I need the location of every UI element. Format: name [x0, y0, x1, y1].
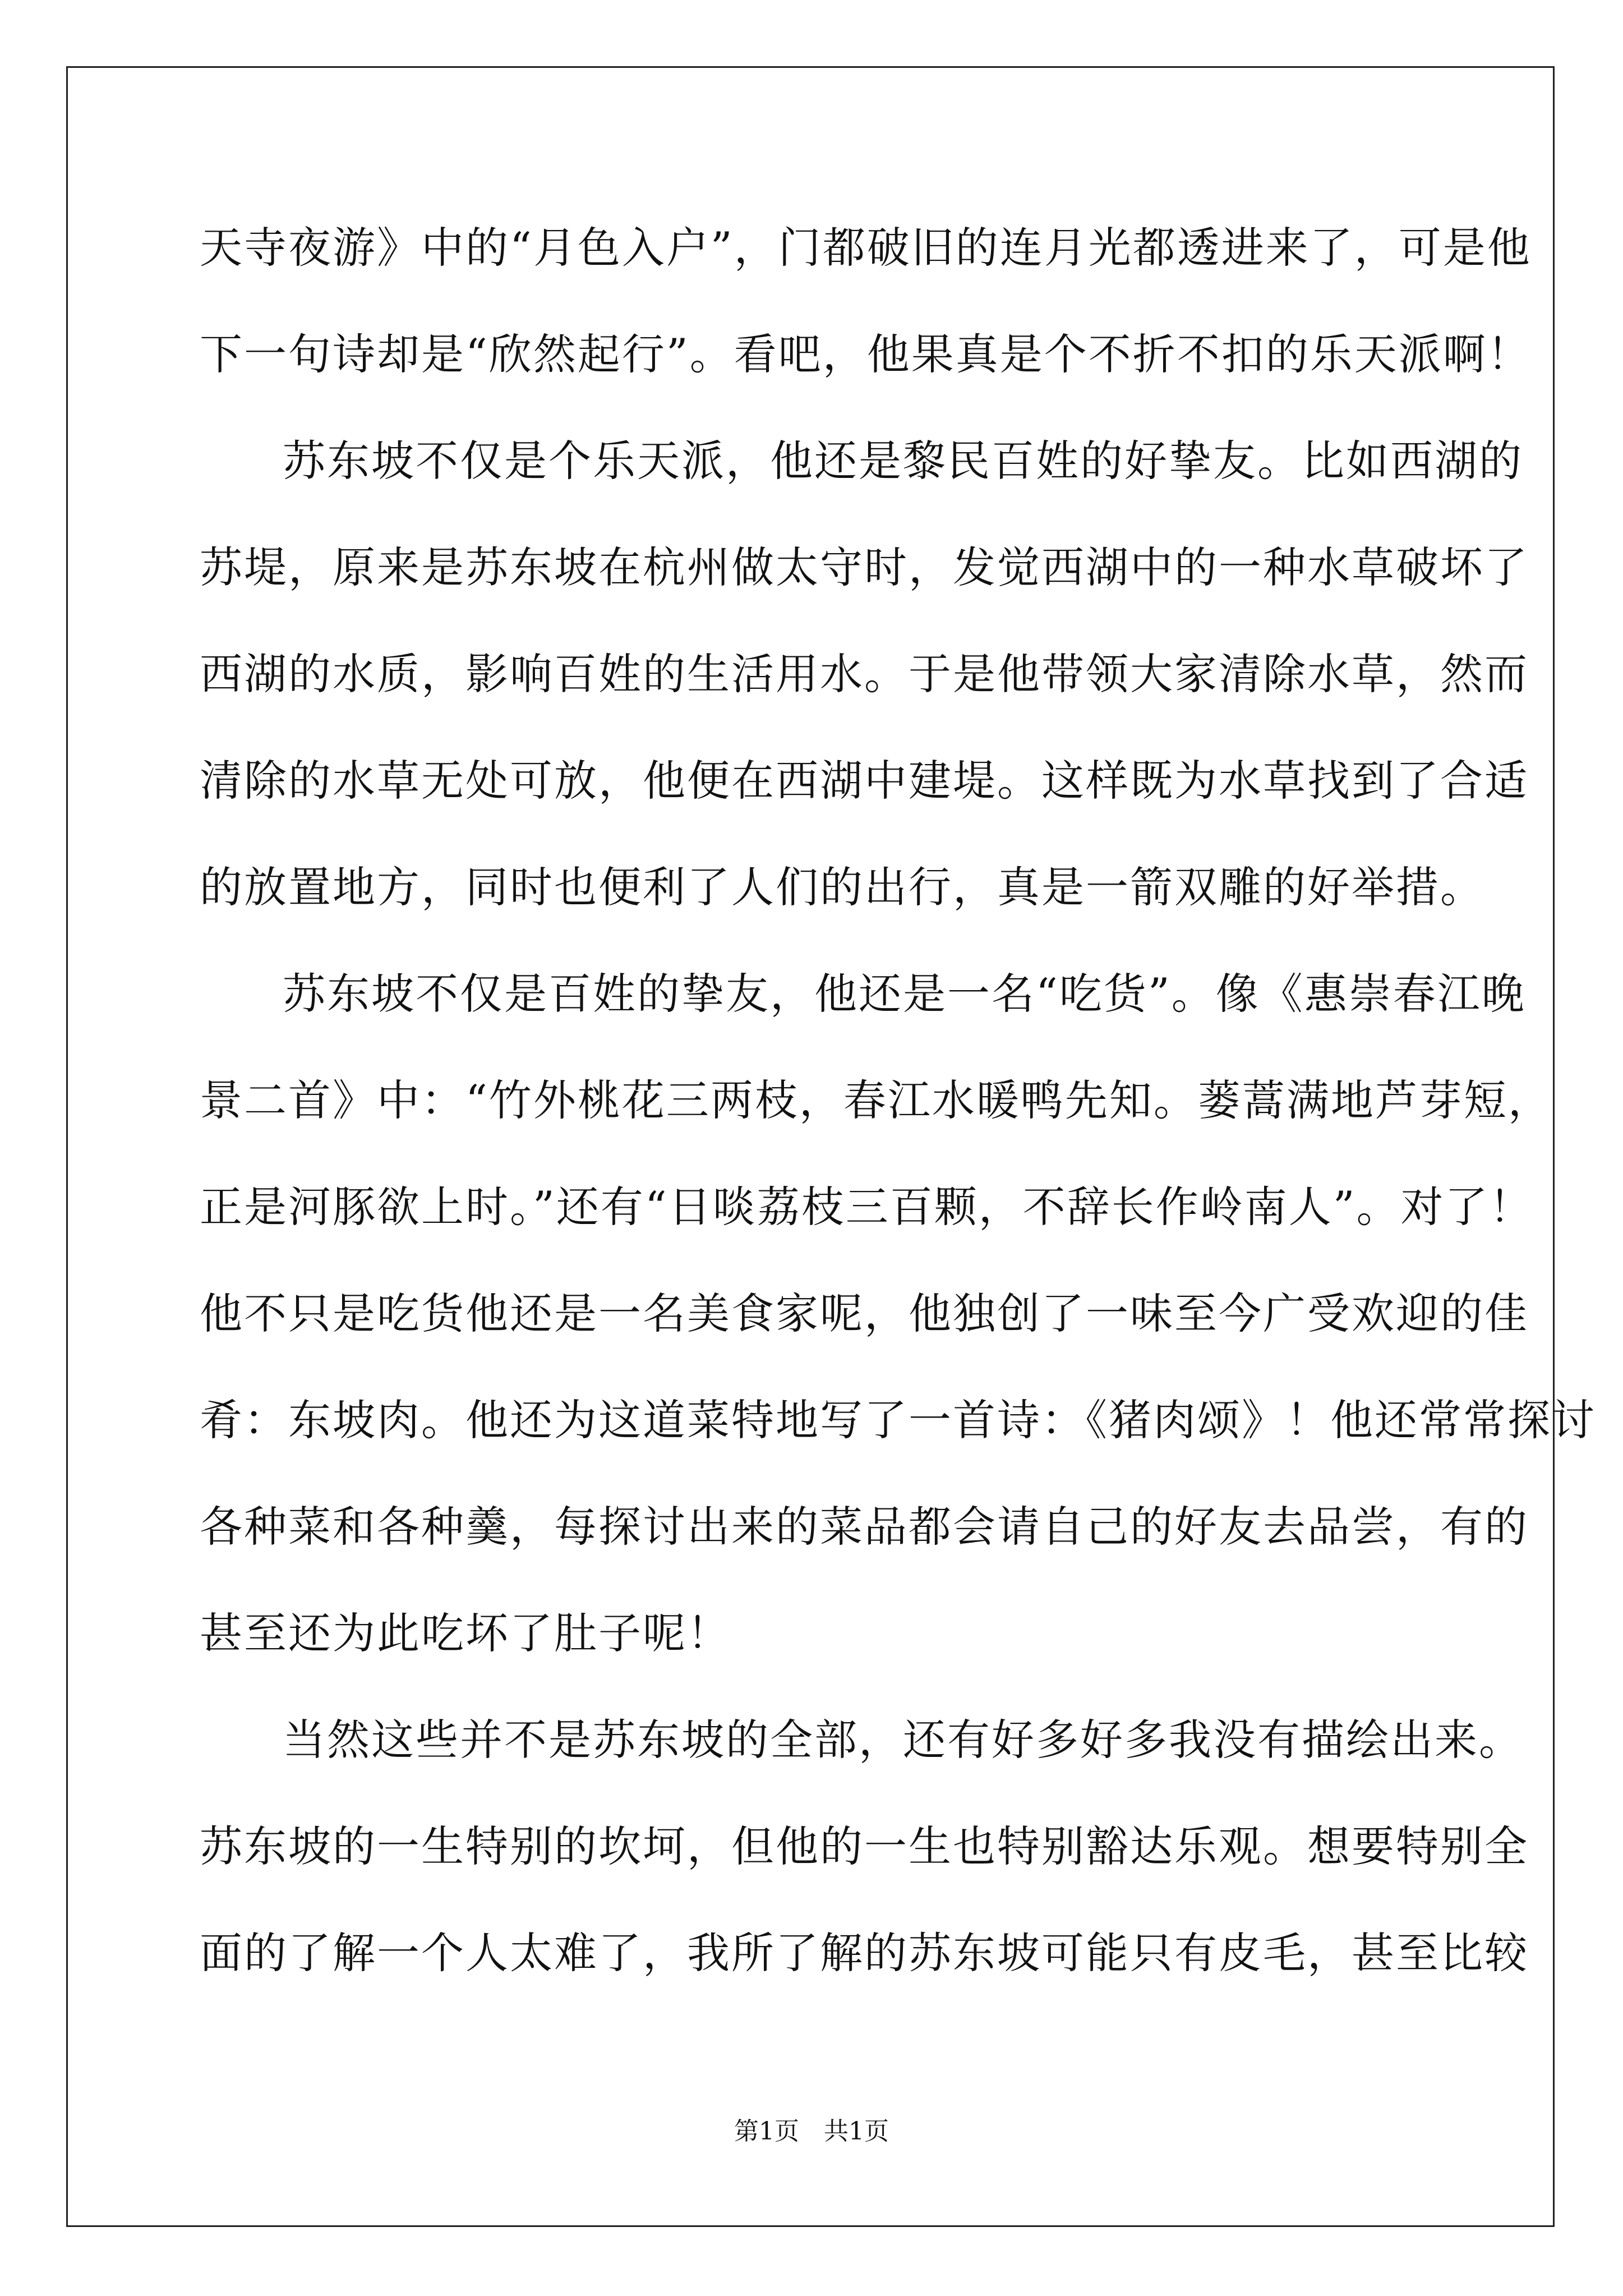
paragraph-start-line: 苏东坡不仅是个乐天派，他还是黎民百姓的好挚友。比如西湖的: [283, 436, 1523, 486]
page-frame: [66, 66, 1596, 2227]
text-line: 肴：东坡肉。他还为这道菜特地写了一首诗：《猪肉颂》！他还常常探讨: [200, 1395, 1596, 1445]
text-line: 各种菜和各种羹，每探讨出来的菜品都会请自己的好友去品尝，有的: [200, 1502, 1529, 1552]
text-line: 正是河豚欲上时。”还有“日啖荔枝三百颗，不辞长作岭南人”。对了！: [200, 1182, 1534, 1232]
text-line: 苏东坡的一生特别的坎坷，但他的一生也特别豁达乐观。想要特别全: [200, 1821, 1529, 1871]
text-line: 面的了解一个人太难了，我所了解的苏东坡可能只有皮毛，甚至比较: [200, 1928, 1529, 1978]
paragraph-start-line: 苏东坡不仅是百姓的挚友，他还是一名“吃货”。像《惠崇春江晚: [283, 969, 1526, 1019]
text-line: 天寺夜游》中的“月色入户”，门都破旧的连月光都透进来了，可是他: [200, 223, 1532, 273]
text-line: 下一句诗却是“欣然起行”。看吧，他果真是个不折不扣的乐天派啊！: [200, 329, 1532, 379]
text-line: 景二首》中：“竹外桃花三两枝，春江水暖鸭先知。蒌蒿满地芦芽短，: [200, 1075, 1552, 1125]
text-line: 他不只是吃货他还是一名美食家呢，他独创了一味至今广受欢迎的佳: [200, 1289, 1529, 1338]
page-footer: [0, 2115, 1623, 2148]
paragraph-start-line: 当然这些并不是苏东坡的全部，还有好多好多我没有描绘出来。: [283, 1715, 1523, 1765]
page-total: 共1页: [824, 2117, 889, 2146]
text-line: 清除的水草无处可放，他便在西湖中建堤。这样既为水草找到了合适: [200, 756, 1529, 806]
text-line: 甚至还为此吃坏了肚子呢！: [200, 1608, 731, 1658]
text-line: 的放置地方，同时也便利了人们的出行，真是一箭双雕的好举措。: [200, 862, 1484, 912]
text-line: 苏堤，原来是苏东坡在杭州做太守时，发觉西湖中的一种水草破坏了: [200, 542, 1529, 592]
page-number: 第1页: [734, 2117, 799, 2146]
text-line: 西湖的水质，影响百姓的生活用水。于是他带领大家清除水草，然而: [200, 649, 1529, 699]
